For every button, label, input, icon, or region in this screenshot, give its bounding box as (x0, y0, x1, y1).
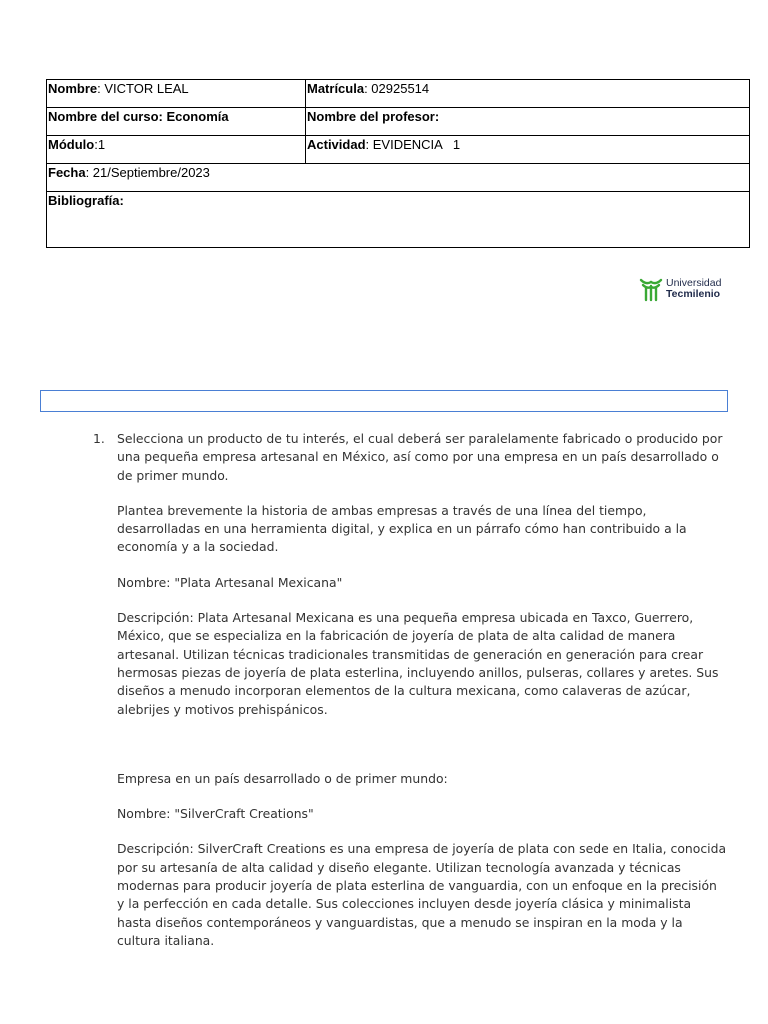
actividad-value: : EVIDENCIA 1 (365, 137, 461, 152)
matricula-cell (306, 80, 750, 108)
student-info-table (46, 79, 750, 248)
mexican-company-description: Descripción: Plata Artesanal Mexicana es una pequeña empresa ubicada en Taxco, Guerrero, México, que se especializa en la fabricación de joyería de plata de alta calidad de manera artesanal. Utilizan técnicas tradicionales transmitidas de generación en generación para crear hermosas piezas de joyería de plata esterlina, incluyendo anillos, pulseras, collares y aretes. Sus diseños a menudo incorporan elementos de la cultura mexicana, como calaveras de azúcar, alebrijes y motivos prehispánicos. (117, 610, 719, 717)
actividad-cell (306, 136, 750, 164)
bibliografia-label: Bibliografía: (48, 193, 124, 208)
bibliografia-cell (47, 192, 750, 248)
document-body (93, 430, 727, 967)
fecha-cell (47, 164, 750, 192)
fecha-label: Fecha (48, 165, 86, 180)
developed-country-heading: Empresa en un país desarrollado o de primer mundo: (117, 770, 448, 786)
empty-text-box (40, 390, 728, 412)
actividad-label: Actividad (307, 137, 366, 152)
table-row (47, 108, 750, 136)
table-row (47, 80, 750, 108)
profesor-label: Nombre del profesor: (307, 109, 440, 124)
curso-cell (47, 108, 306, 136)
table-row (47, 164, 750, 192)
nombre-cell (47, 80, 306, 108)
nombre-value: : VICTOR LEAL (97, 81, 189, 96)
foreign-company-name: Nombre: "SilverCraft Creations" (117, 806, 314, 822)
modulo-cell (47, 136, 306, 164)
tecmilenio-logo-mark-icon (638, 276, 664, 302)
fecha-value: : 21/Septiembre/2023 (85, 165, 210, 180)
logo-line-universidad: Universidad (666, 277, 722, 289)
spacer (117, 736, 727, 770)
instruction-paragraph-2: Plantea brevemente la historia de ambas empresas a través de una línea del tiempo, desarrolladas en una herramienta digital, y explica en un párrafo cómo han contribuido a la economía y a la sociedad. (117, 502, 687, 555)
matricula-value: : 02925514 (364, 81, 430, 96)
instruction-paragraph: Selecciona un producto de tu interés, el cual deberá ser paralelamente fabricado o producido por una pequeña empresa artesanal en México, así como por una empresa en un país desarrollado o de primer mundo. (117, 431, 723, 483)
list-number: 1. (93, 431, 105, 446)
table-row (47, 192, 750, 248)
foreign-company-description: Descripción: SilverCraft Creations es una empresa de joyería de plata con sede en Italia, conocida por su artesanía de alta calidad y diseño elegante. Utilizan tecnología avanzada y técnicas modernas para producir joyería de plata esterlina de vanguardia, con un enfoque en la precisión y la perfección en cada detalle. Sus colecciones incluyen desde joyería clásica y minimalista hasta diseños contemporáneos y vanguardistas, que a menudo se inspiran en la moda y la cultura italiana. (117, 841, 727, 948)
table-row (47, 136, 750, 164)
logo-line-tecmilenio: Tecmilenio (666, 288, 721, 300)
nombre-label: Nombre (48, 81, 98, 96)
logo-text (666, 278, 721, 300)
matricula-label: Matrícula (307, 81, 365, 96)
curso-label: Nombre del curso: Economía (48, 109, 229, 124)
mexican-company-name: Nombre: "Plata Artesanal Mexicana" (117, 574, 343, 590)
profesor-cell (306, 108, 750, 136)
modulo-label: Módulo (48, 137, 95, 152)
modulo-value: :1 (94, 137, 106, 152)
tecmilenio-logo (638, 276, 738, 304)
